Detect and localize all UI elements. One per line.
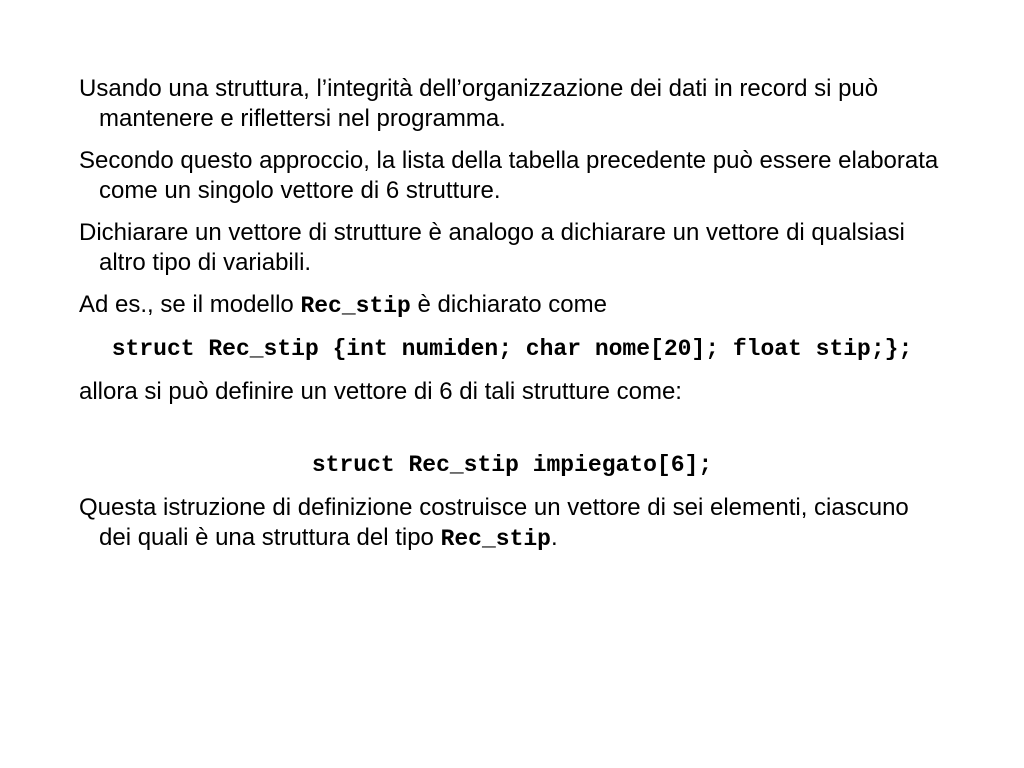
paragraph-esempio [79,290,945,321]
inline-code-rec-stip: Rec_stip [300,293,411,319]
paragraph-istruzione [79,493,945,554]
spacer [79,419,945,449]
paragraph-istruzione-text-1: Questa istruzione di definizione costruisce un vettore di sei elementi, ciascuno dei quali è una struttura del tipo [79,494,909,551]
paragraph-struttura: Usando una struttura, l’integrità dell’organizzazione dei dati in record si può mantenere e riflettersi nel programma. [79,75,879,132]
paragraph-istruzione-text-2: . [550,524,558,551]
paragraph-dichiarare: Dichiarare un vettore di strutture è analogo a dichiarare un vettore di qualsiasi altro tipo di variabili. [79,219,905,276]
inline-code-rec-stip-2: Rec_stip [440,526,551,552]
code-array-declaration: struct Rec_stip impiegato[6]; [311,452,713,478]
code-struct-declaration: struct Rec_stip {int numiden; char nome[20]; float stip;}; [111,336,913,362]
paragraph-esempio-text-2: è dichiarato come [410,291,607,318]
paragraph-approccio: Secondo questo approccio, la lista della tabella precedente può essere elaborata come un singolo vettore di 6 strutture. [79,147,939,204]
paragraph-esempio-text-1: Ad es., se il modello [79,291,301,318]
slide-content [79,74,945,566]
paragraph-allora: allora si può definire un vettore di 6 di tali strutture come: [79,378,682,405]
